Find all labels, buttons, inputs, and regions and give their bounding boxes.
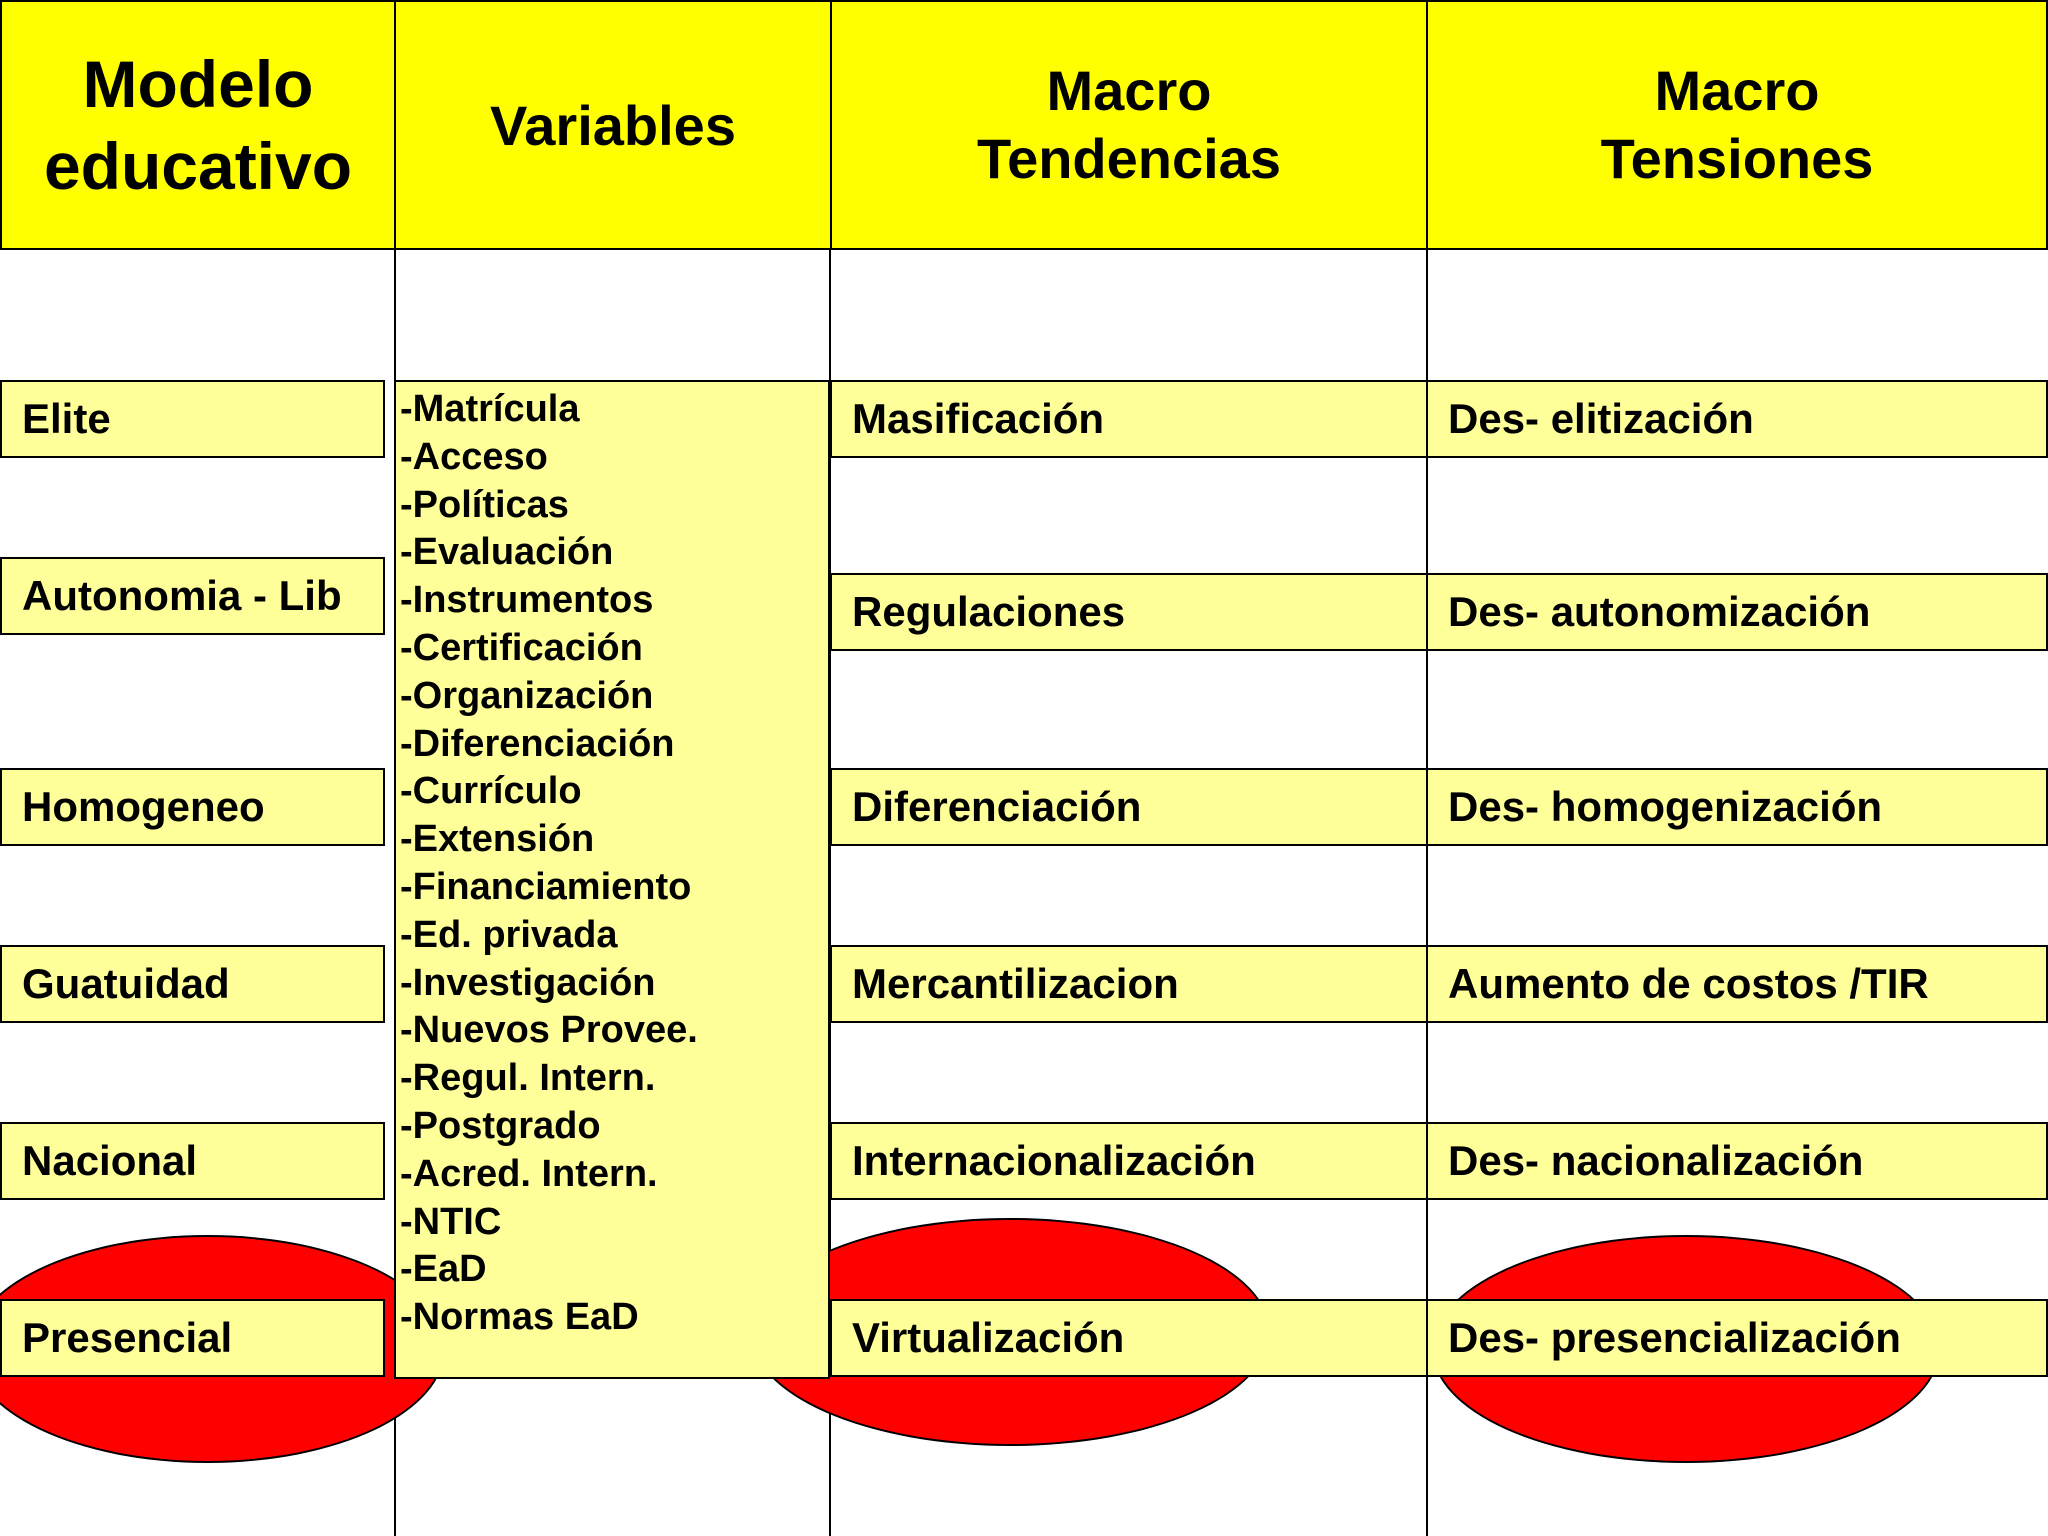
modelo-item-guatuidad: Guatuidad xyxy=(0,945,385,1023)
tendencia-internacionalizacion: Internacionalización xyxy=(830,1122,1428,1200)
tendencia-mercantilizacion: Mercantilizacion xyxy=(830,945,1428,1023)
variable-item: -Matrícula xyxy=(400,388,580,430)
variable-item: -Investigación xyxy=(400,961,656,1004)
variable-item: -Nuevos Provee. xyxy=(400,1009,698,1052)
header-macro-tensiones xyxy=(1426,0,2048,250)
variable-item: -NTIC xyxy=(400,1200,502,1243)
header-line: Tendencias xyxy=(977,127,1281,190)
variable-item: -Diferenciación xyxy=(400,722,675,765)
header-macro-tendencias xyxy=(830,0,1428,250)
header-line: educativo xyxy=(43,129,353,203)
header-line: Variables xyxy=(490,93,736,157)
variable-item: -Ed. privada xyxy=(400,913,618,956)
tendencia-regulaciones: Regulaciones xyxy=(830,573,1428,651)
variable-item: -Acred. Intern. xyxy=(400,1152,658,1195)
variable-item: -Extensión xyxy=(400,818,595,861)
header-line: Macro xyxy=(1654,59,1820,122)
variable-item: -Certificación xyxy=(400,626,643,669)
tendencia-virtualizacion: Virtualización xyxy=(830,1299,1428,1377)
tension-des-elitizacion: Des- elitización xyxy=(1426,380,2048,458)
tendencia-diferenciacion: Diferenciación xyxy=(830,768,1428,846)
modelo-item-presencial: Presencial xyxy=(0,1299,385,1377)
variables-list xyxy=(394,380,830,1379)
modelo-item-nacional: Nacional xyxy=(0,1122,385,1200)
header-line: Macro xyxy=(1046,59,1212,122)
variable-item: -Currículo xyxy=(400,770,582,813)
variable-item: -Financiamiento xyxy=(400,865,692,908)
tension-des-nacionalizacion: Des- nacionalización xyxy=(1426,1122,2048,1200)
tension-des-autonomizacion: Des- autonomización xyxy=(1426,573,2048,651)
variable-item: -Regul. Intern. xyxy=(400,1057,656,1100)
modelo-item-autonomia: Autonomia - Lib xyxy=(0,557,385,635)
variable-item: -EaD xyxy=(400,1248,487,1291)
tendencia-masificacion: Masificación xyxy=(830,380,1428,458)
header-variables xyxy=(394,0,832,250)
variable-item: -Evaluación xyxy=(400,531,614,574)
tension-des-homogenizacion: Des- homogenización xyxy=(1426,768,2048,846)
header-line: Modelo xyxy=(82,47,314,121)
variable-item: -Políticas xyxy=(400,483,569,526)
tension-aumento-costos: Aumento de costos /TIR xyxy=(1426,945,2048,1023)
modelo-item-elite: Elite xyxy=(0,380,385,458)
modelo-item-homogeneo: Homogeneo xyxy=(0,768,385,846)
tension-des-presencializacion: Des- presencialización xyxy=(1426,1299,2048,1377)
header-line: Tensiones xyxy=(1600,127,1874,190)
variable-item: -Acceso xyxy=(400,435,548,478)
variable-item: -Instrumentos xyxy=(400,579,654,622)
header-modelo-educativo xyxy=(0,0,396,250)
variable-item: -Postgrado xyxy=(400,1104,601,1147)
variable-item: -Normas EaD xyxy=(400,1296,639,1339)
variable-item: -Organización xyxy=(400,674,654,717)
